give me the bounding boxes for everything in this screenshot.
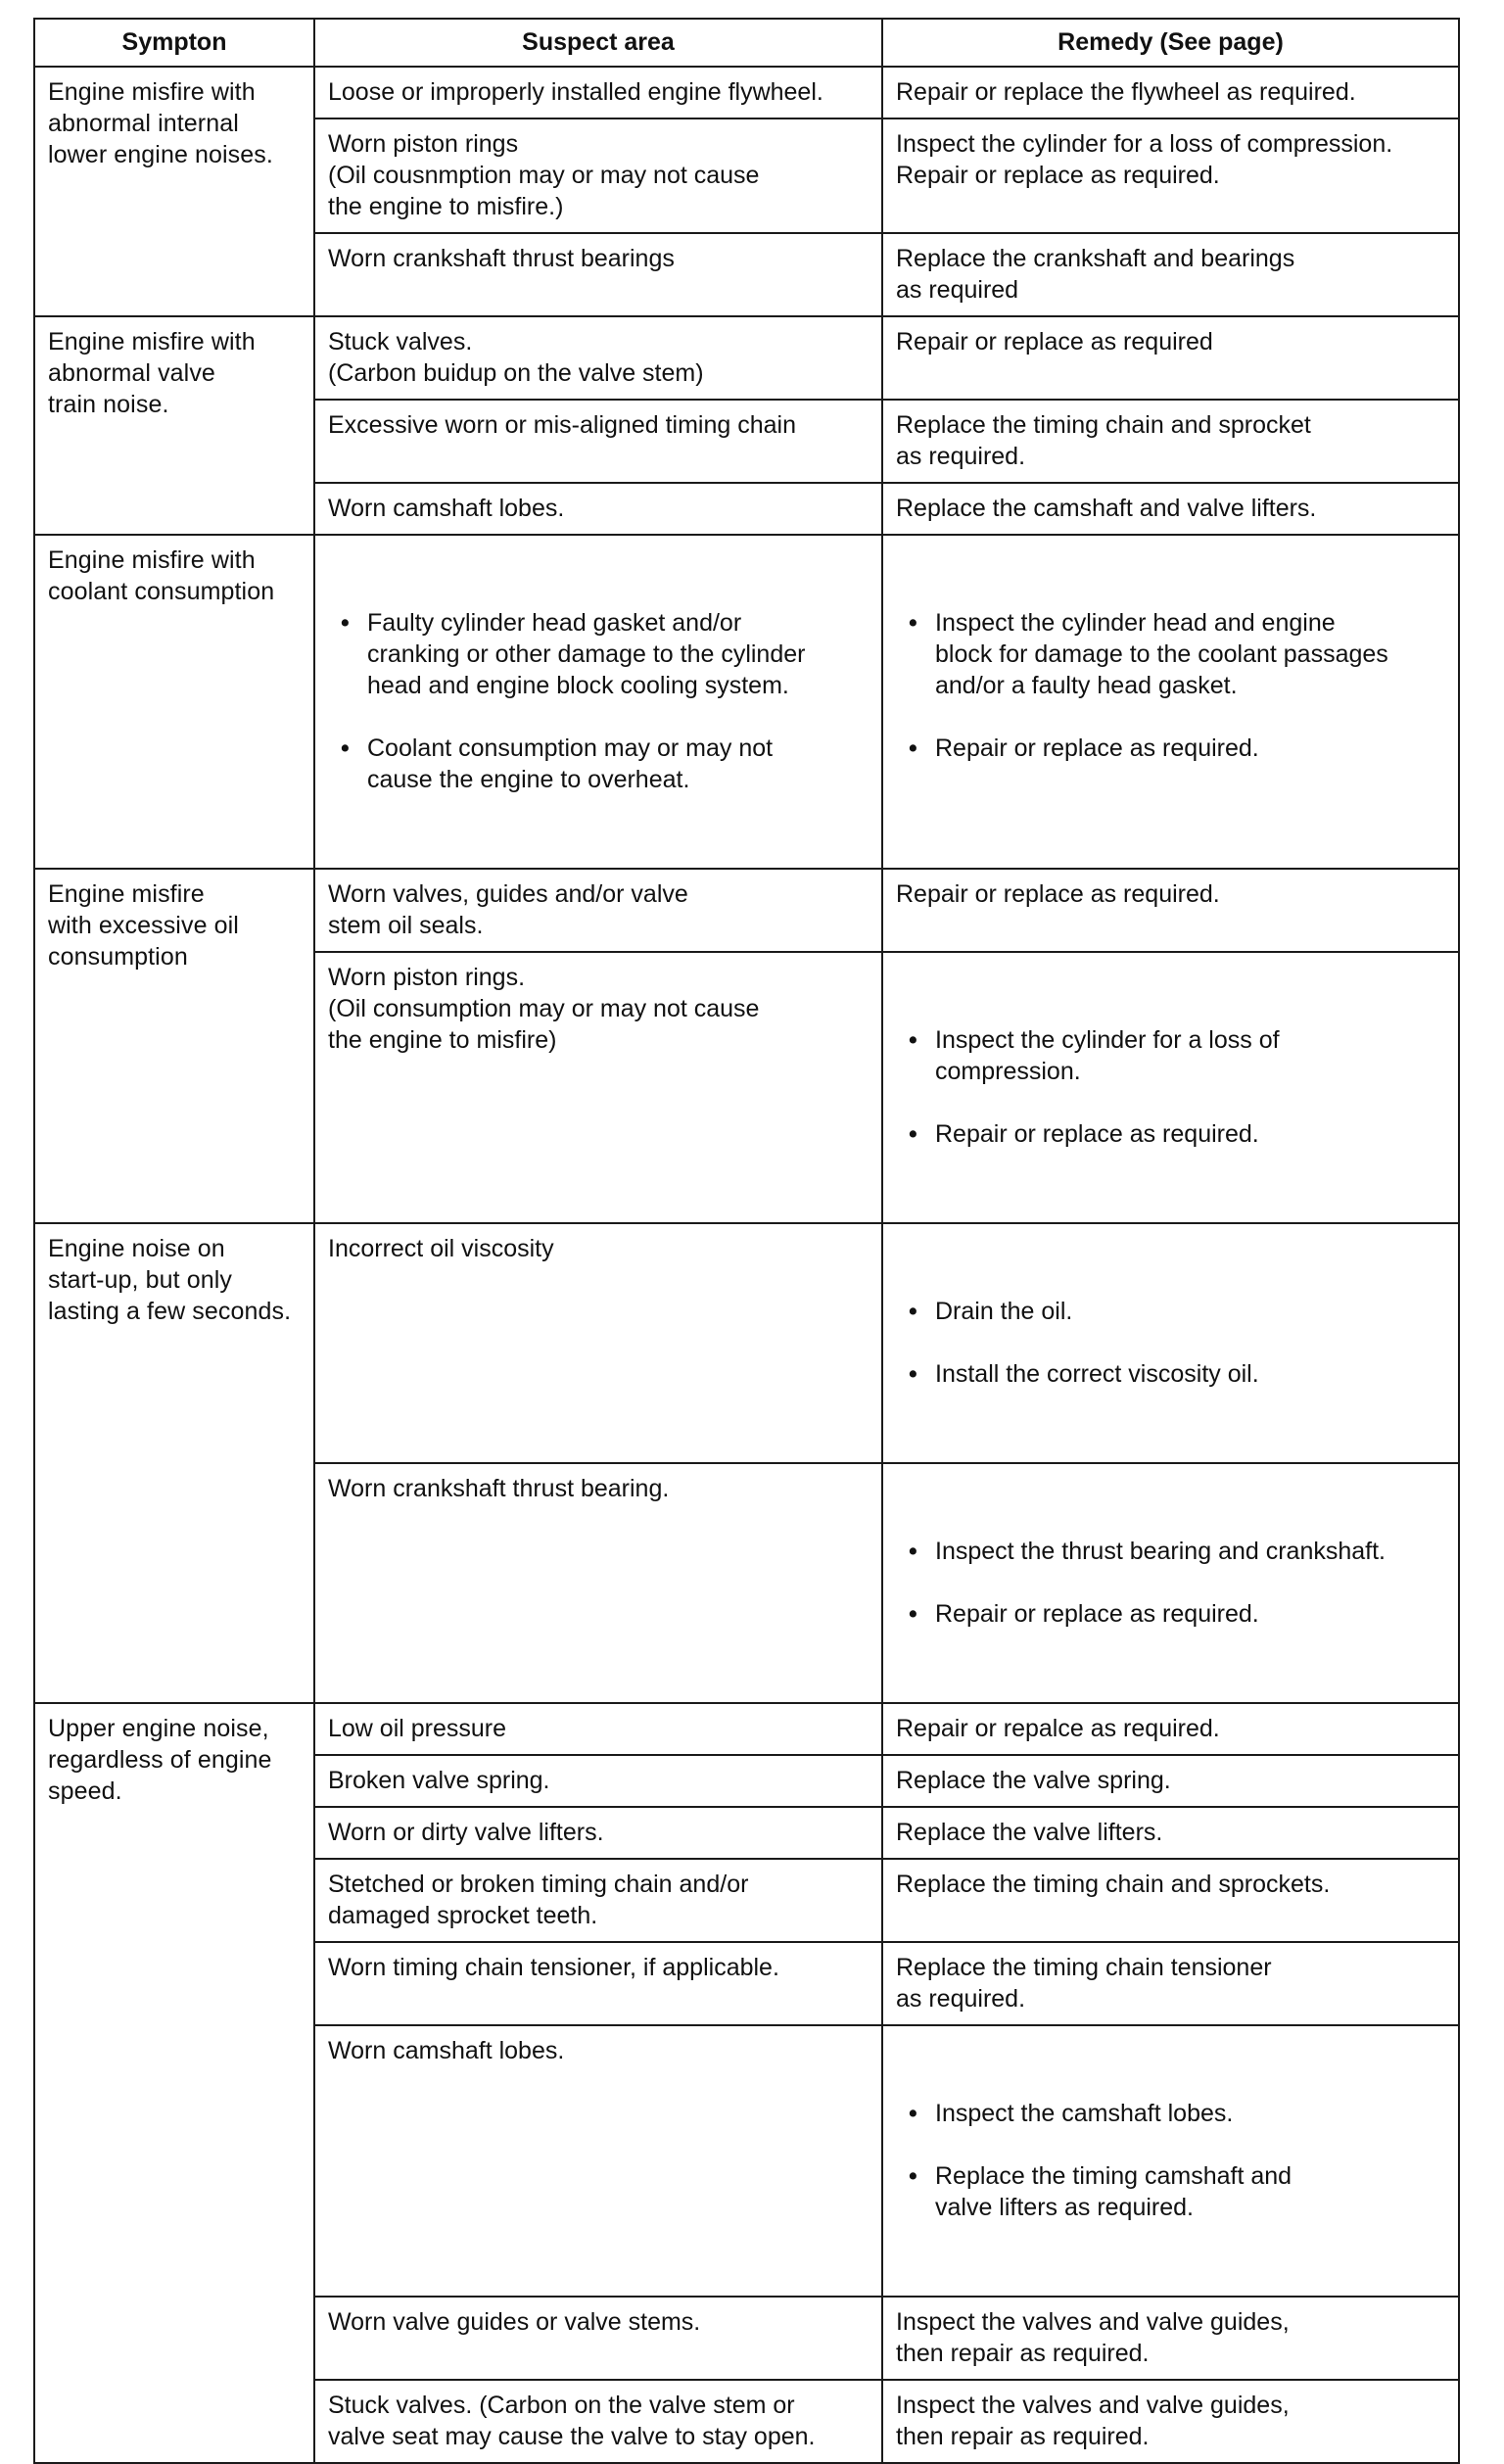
symptom-cell: Upper engine noise, regardless of engine speed. [34,1703,314,2463]
remedy-cell [882,1223,1459,1463]
table-row [34,316,1459,400]
list-item: • Faulty cylinder head gasket and/or cranking or other damage to the cylinder head and engine block cooling system. [367,607,870,701]
remedy-cell: Replace the timing chain tensioner as required. [882,1942,1459,2025]
list-item: • Repair or replace as required. [935,1598,1446,1630]
list-item: • Repair or replace as required. [935,733,1446,764]
remedy-cell: Inspect the valves and valve guides, then repair as required. [882,2380,1459,2463]
remedy-bullet-list [896,1264,1446,1421]
header-remedy: Remedy (See page) [882,19,1459,67]
list-item: • Coolant consumption may or may not cause the engine to overheat. [367,733,870,795]
suspect-cell: Worn valve guides or valve stems. [314,2297,882,2380]
remedy-cell: Repair or replace as required. [882,869,1459,952]
remedy-cell [882,535,1459,869]
list-item: • Drain the oil. [935,1296,1446,1327]
table-row [34,869,1459,952]
suspect-cell: Worn timing chain tensioner, if applicable. [314,1942,882,2025]
list-item: • Inspect the cylinder head and engine block for damage to the coolant passages and/or a faulty head gasket. [935,607,1446,701]
list-item: • Inspect the thrust bearing and crankshaft. [935,1536,1446,1567]
table-row [34,535,1459,869]
remedy-cell: Repair or replace as required [882,316,1459,400]
suspect-cell [314,535,882,869]
suspect-cell: Broken valve spring. [314,1755,882,1807]
suspect-cell: Worn piston rings (Oil cousnmption may or may not cause the engine to misfire.) [314,118,882,233]
list-item: • Inspect the camshaft lobes. [935,2098,1446,2129]
symptom-cell: Engine misfire with coolant consumption [34,535,314,869]
suspect-cell: Worn or dirty valve lifters. [314,1807,882,1859]
diagnosis-table [33,18,1460,2464]
table-row [34,1223,1459,1463]
suspect-bullet-list [328,576,870,827]
remedy-cell [882,2025,1459,2297]
suspect-cell: Incorrect oil viscosity [314,1223,882,1463]
header-suspect-area: Suspect area [314,19,882,67]
remedy-bullet-list [896,1504,1446,1661]
table-row [34,1703,1459,1755]
remedy-cell: Replace the camshaft and valve lifters. [882,483,1459,535]
list-item: • Repair or replace as required. [935,1118,1446,1150]
table-row [34,67,1459,118]
remedy-bullet-list [896,993,1446,1181]
symptom-cell: Engine misfire with abnormal valve train noise. [34,316,314,535]
remedy-cell: Replace the valve spring. [882,1755,1459,1807]
remedy-cell: Replace the timing chain and sprocket as required. [882,400,1459,483]
remedy-cell: Repair or replace the flywheel as required. [882,67,1459,118]
symptom-cell: Engine misfire with excessive oil consumption [34,869,314,1223]
suspect-cell: Worn crankshaft thrust bearing. [314,1463,882,1703]
symptom-cell: Engine misfire with abnormal internal lower engine noises. [34,67,314,316]
remedy-cell: Repair or repalce as required. [882,1703,1459,1755]
remedy-cell [882,952,1459,1223]
header-symptom: Sympton [34,19,314,67]
suspect-cell: Stuck valves. (Carbon buidup on the valve stem) [314,316,882,400]
suspect-cell: Worn valves, guides and/or valve stem oil seals. [314,869,882,952]
suspect-cell: Stuck valves. (Carbon on the valve stem or valve seat may cause the valve to stay open. [314,2380,882,2463]
remedy-cell: Inspect the cylinder for a loss of compression. Repair or replace as required. [882,118,1459,233]
remedy-cell: Replace the crankshaft and bearings as required [882,233,1459,316]
list-item: • Replace the timing camshaft and valve lifters as required. [935,2160,1446,2223]
suspect-cell: Loose or improperly installed engine flywheel. [314,67,882,118]
suspect-cell: Worn piston rings. (Oil consumption may or may not cause the engine to misfire) [314,952,882,1223]
list-item: • Install the correct viscosity oil. [935,1358,1446,1390]
list-item: • Inspect the cylinder for a loss of compression. [935,1024,1446,1087]
suspect-cell: Worn camshaft lobes. [314,2025,882,2297]
suspect-cell: Excessive worn or mis-aligned timing chain [314,400,882,483]
suspect-cell: Stetched or broken timing chain and/or damaged sprocket teeth. [314,1859,882,1942]
header-row [34,19,1459,67]
suspect-cell: Worn crankshaft thrust bearings [314,233,882,316]
symptom-cell: Engine noise on start-up, but only lasting a few seconds. [34,1223,314,1703]
remedy-bullet-list [896,576,1446,795]
remedy-bullet-list [896,2066,1446,2254]
remedy-cell: Replace the valve lifters. [882,1807,1459,1859]
remedy-cell [882,1463,1459,1703]
remedy-cell: Replace the timing chain and sprockets. [882,1859,1459,1942]
remedy-cell: Inspect the valves and valve guides, then repair as required. [882,2297,1459,2380]
suspect-cell: Low oil pressure [314,1703,882,1755]
suspect-cell: Worn camshaft lobes. [314,483,882,535]
